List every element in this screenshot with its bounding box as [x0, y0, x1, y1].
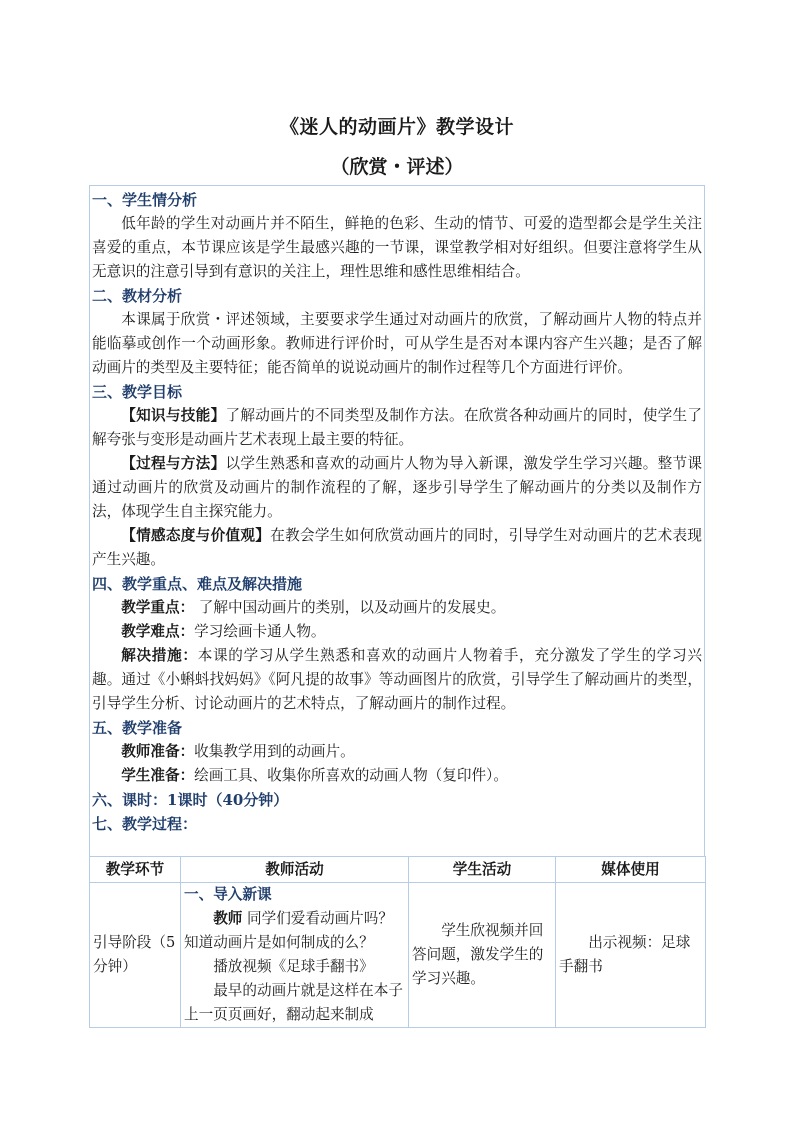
objective-process-text: 以学生熟悉和喜欢的动画片人物为导入新课，激发学生学习兴趣。整节课通过动画片的欣赏及动画片的制作流程的了解，逐步引导学生了解动画片的分类以及制作方法，体现学生自主探究能力。 [92, 455, 702, 520]
objective-knowledge-text: 了解动画片的不同类型及制作方法。在欣赏各种动画片的同时，使学生了解夸张与变形是动画片艺术表现上最主要的特征。 [92, 407, 702, 448]
section-heading-objectives: 三、教学目标 [92, 383, 183, 401]
student-activity-cell [409, 883, 556, 1028]
stage-cell: 引导阶段（5分钟） [90, 883, 181, 1028]
objective-knowledge-label: 【知识与技能】 [121, 407, 226, 424]
section-heading-material-analysis: 二、教材分析 [92, 287, 183, 305]
solution-text: 本课的学习从学生熟悉和喜欢的动画片人物着手，充分激发了学生的学习兴趣。通过《小蝌蚪找妈妈》《阿凡提的故事》等动画图片的欣赏，引导学生了解动画片的类型，引导学生分析、讨论动画片的艺术特点，了解动画片的制作过程。 [92, 647, 702, 712]
section-heading-teaching-process: 七、教学过程： [92, 815, 198, 833]
student-activity-text: 学生欣视频并回答问题，激发学生的学习兴趣。 [412, 922, 544, 987]
table-header-row [90, 857, 706, 883]
objective-attitude [92, 524, 702, 572]
material-analysis-body: 本课属于欣赏・评述领域，主要要求学生通过对动画片的欣赏，了解动画片人物的特点并能临摹或创作一个动画形象。教师进行评价时，可从学生是否对本课内容产生兴趣；是否了解动画片的类型及主要特征；能否简单的说说动画片的制作过程等几个方面进行评价。 [92, 311, 702, 376]
solution-label: 解决措施： [121, 647, 198, 664]
student-preparation-text: 绘画工具、收集你所喜欢的动画人物（复印件）。 [194, 767, 508, 784]
objective-attitude-text: 在教会学生如何欣赏动画片的同时，引导学生对动画片的艺术表现产生兴趣。 [92, 527, 702, 568]
teacher-line1-text: 同学们爱看动画片吗？知道动画片是如何制成的么？ [184, 910, 393, 951]
student-analysis-body: 低年龄的学生对动画片并不陌生，鲜艳的色彩、生动的情节、可爱的造型都会是学生关注喜爱的重点，本节课应该是学生最感兴趣的一节课，课堂教学相对好组织。但要注意将学生从无意识的注意引导到有意识的关注上，理性思维和感性思维相结合。 [92, 215, 702, 280]
header-media: 媒体使用 [556, 857, 706, 883]
teacher-activity-cell [181, 883, 409, 1028]
header-stage: 教学环节 [90, 857, 181, 883]
document-title: 《迷人的动画片》教学设计 [279, 116, 514, 138]
teacher-preparation-text: 收集教学用到的动画片。 [194, 743, 355, 760]
key-point-label: 教学重点： [121, 599, 195, 616]
key-point [92, 596, 702, 620]
document-subtitle: （欣赏・评述） [330, 156, 464, 178]
section-heading-preparation: 五、教学准备 [92, 719, 183, 737]
objective-process [92, 452, 702, 524]
solution [92, 644, 702, 716]
student-preparation [92, 764, 702, 788]
header-student-activity: 学生活动 [409, 857, 556, 883]
teacher-activity-line3: 最早的动画片就是这样在本子上一页页画好，翻动起来制成 [184, 982, 403, 1023]
objective-process-label: 【过程与方法】 [121, 455, 226, 472]
teacher-preparation-label: 教师准备： [121, 743, 195, 760]
teacher-activity-heading: 一、导入新课 [184, 886, 272, 903]
header-teacher-activity: 教师活动 [181, 857, 409, 883]
key-point-text: 了解中国动画片的类别，以及动画片的发展史。 [194, 599, 506, 616]
content-frame [89, 185, 705, 857]
media-text: 出示视频：足球手翻书 [559, 934, 691, 975]
section-heading-student-analysis: 一、学生情分析 [92, 191, 198, 209]
difficult-point-text: 学习绘画卡通人物。 [194, 623, 326, 640]
student-preparation-label: 学生准备： [121, 767, 195, 784]
objective-knowledge [92, 404, 702, 452]
teacher-preparation [92, 740, 702, 764]
teacher-label: 教师 [213, 910, 243, 927]
section-heading-key-points: 四、教学重点、难点及解决措施 [92, 575, 303, 593]
table-row [90, 883, 706, 1028]
difficult-point-label: 教学难点： [121, 623, 195, 640]
objective-attitude-label: 【情感态度与价值观】 [121, 527, 271, 544]
media-cell [556, 883, 706, 1028]
section-heading-class-hours: 六、课时：1课时（40分钟） [92, 791, 289, 809]
difficult-point [92, 620, 702, 644]
teacher-activity-line2: 播放视频《足球手翻书》 [213, 958, 374, 975]
teaching-process-table [89, 856, 706, 1028]
teacher-activity-line1 [184, 907, 405, 955]
